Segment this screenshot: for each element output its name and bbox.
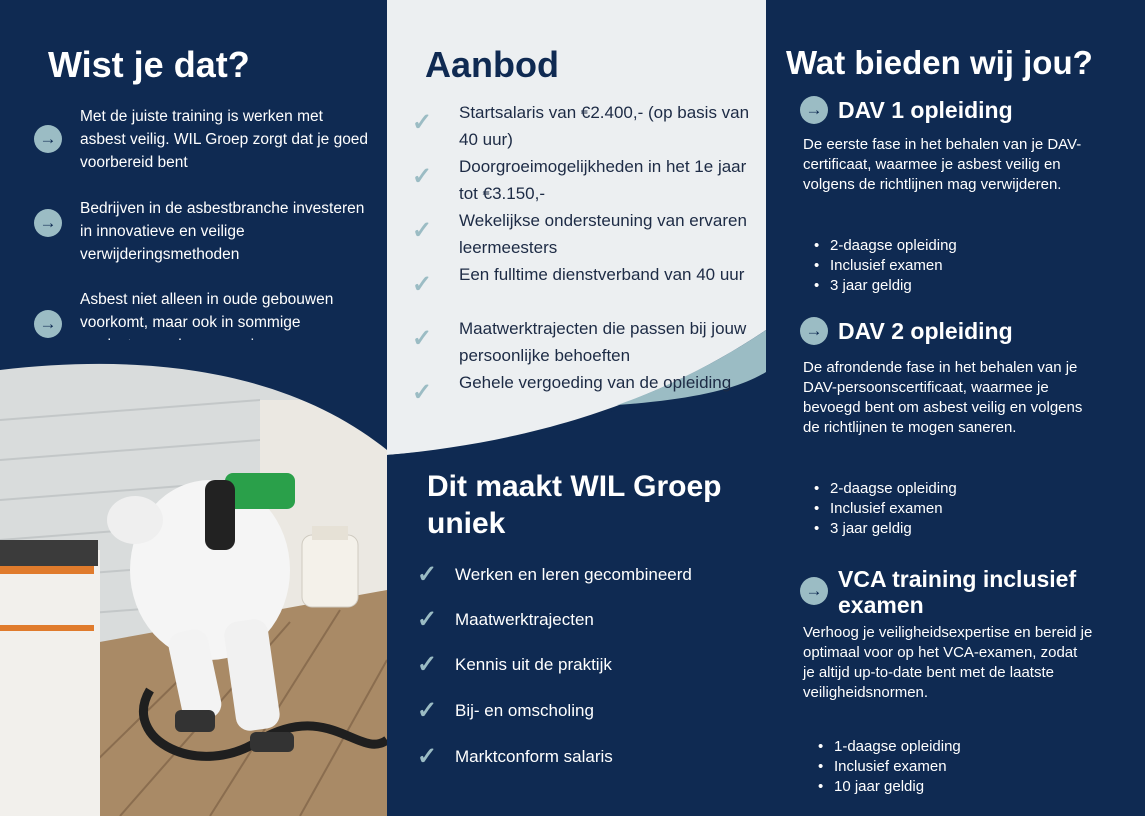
unique-item-5: Marktconform salaris	[455, 747, 613, 766]
list-item: • Inclusief examen	[803, 256, 957, 276]
list-item: • 1-daagse opleiding	[807, 737, 961, 757]
checkmark-icon: ✓	[412, 109, 433, 136]
unique-item-3: Kennis uit de praktijk	[455, 655, 612, 674]
offer-item-1: Startsalaris van €2.400,- (op basis van 40 uur)	[459, 103, 750, 149]
fact-1: Met de juiste training is werken met asbest veilig. WIL Groep zorgt dat je goed voorbereid bent	[80, 108, 369, 171]
arrow-right-icon: →	[800, 317, 828, 345]
benefits-heading: Wat bieden wij jou?	[786, 44, 1093, 81]
offer-item-2: Doorgroeimogelijkheden in het 1e jaar tot €3.150,-	[459, 157, 747, 203]
list-item: • 3 jaar geldig	[803, 519, 957, 539]
unique-heading: Dit maakt WIL Groep uniek	[427, 470, 722, 540]
section-text-vca: Verhoog je veiligheidsexpertise en bereid je optimaal voor op het VCA-examen, zodat je altijd up-to-date bent met de laatste veiligheidsnormen.	[803, 624, 1093, 701]
offer-item-3: Wekelijkse ondersteuning van ervaren leermeesters	[459, 211, 747, 257]
unique-item-1: Werken en leren gecombineerd	[455, 565, 692, 584]
unique-item-2: Maatwerktrajecten	[455, 610, 594, 629]
section-bullets-vca	[807, 737, 961, 797]
unique-item-4: Bij- en omscholing	[455, 701, 594, 720]
checkmark-icon: ✓	[412, 163, 433, 190]
list-item: • 2-daagse opleiding	[803, 479, 957, 499]
right-panel	[766, 0, 1145, 816]
arrow-right-icon: →	[800, 577, 828, 605]
section-title-dav2: DAV 2 opleiding	[838, 318, 1013, 344]
arrow-right-icon: →	[34, 310, 62, 338]
checkmark-icon: ✓	[417, 697, 438, 724]
checkmark-icon: ✓	[417, 561, 438, 588]
section-text-dav2: De afrondende fase in het behalen van je DAV-persoonscertificaat, waarmee je bevoegd bent om asbest veilig en volgens de richtlijnen te mogen saneren.	[803, 359, 1083, 436]
offer-heading: Aanbod	[425, 44, 559, 85]
section-bullets-dav2	[803, 479, 957, 539]
left-heading: Wist je dat?	[48, 44, 250, 85]
fact-2: Bedrijven in de asbestbranche investeren in innovatieve en veilige verwijderingsmethoden	[80, 200, 365, 263]
list-item: • Inclusief examen	[807, 757, 961, 777]
wave-divider	[0, 340, 387, 460]
offer-item-6: Gehele vergoeding van de opleiding	[459, 373, 732, 392]
checkmark-icon: ✓	[412, 271, 433, 298]
section-bullets-dav1	[803, 236, 957, 296]
list-item: • 3 jaar geldig	[803, 276, 957, 296]
arrow-right-icon: →	[34, 209, 62, 237]
list-item: • Inclusief examen	[803, 499, 957, 519]
fact-3: Asbest niet alleen in oude gebouwen voorkomt, maar ook in sommige	[80, 291, 334, 331]
checkmark-icon: ✓	[412, 379, 433, 406]
section-title-dav1: DAV 1 opleiding	[838, 97, 1013, 123]
list-item: • 2-daagse opleiding	[803, 236, 957, 256]
checkmark-icon: ✓	[412, 325, 433, 352]
checkmark-icon: ✓	[412, 217, 433, 244]
section-title-vca: VCA training inclusief examen	[838, 566, 1077, 618]
arrow-right-icon: →	[34, 125, 62, 153]
section-text-dav1: De eerste fase in het behalen van je DAV-certificaat, waarmee je asbest veilig en volgens de richtlijnen mag verwijderen.	[803, 136, 1082, 193]
left-panel	[0, 0, 387, 816]
offer-item-5: Maatwerktrajecten die passen bij jouw persoonlijke behoeften	[459, 319, 747, 365]
offer-item-4: Een fulltime dienstverband van 40 uur	[459, 265, 745, 284]
list-item: • 10 jaar geldig	[807, 777, 961, 797]
arrow-right-icon: →	[800, 96, 828, 124]
middle-panel	[387, 0, 766, 816]
checkmark-icon: ✓	[417, 651, 438, 678]
checkmark-icon: ✓	[417, 743, 438, 770]
checkmark-icon: ✓	[417, 606, 438, 633]
